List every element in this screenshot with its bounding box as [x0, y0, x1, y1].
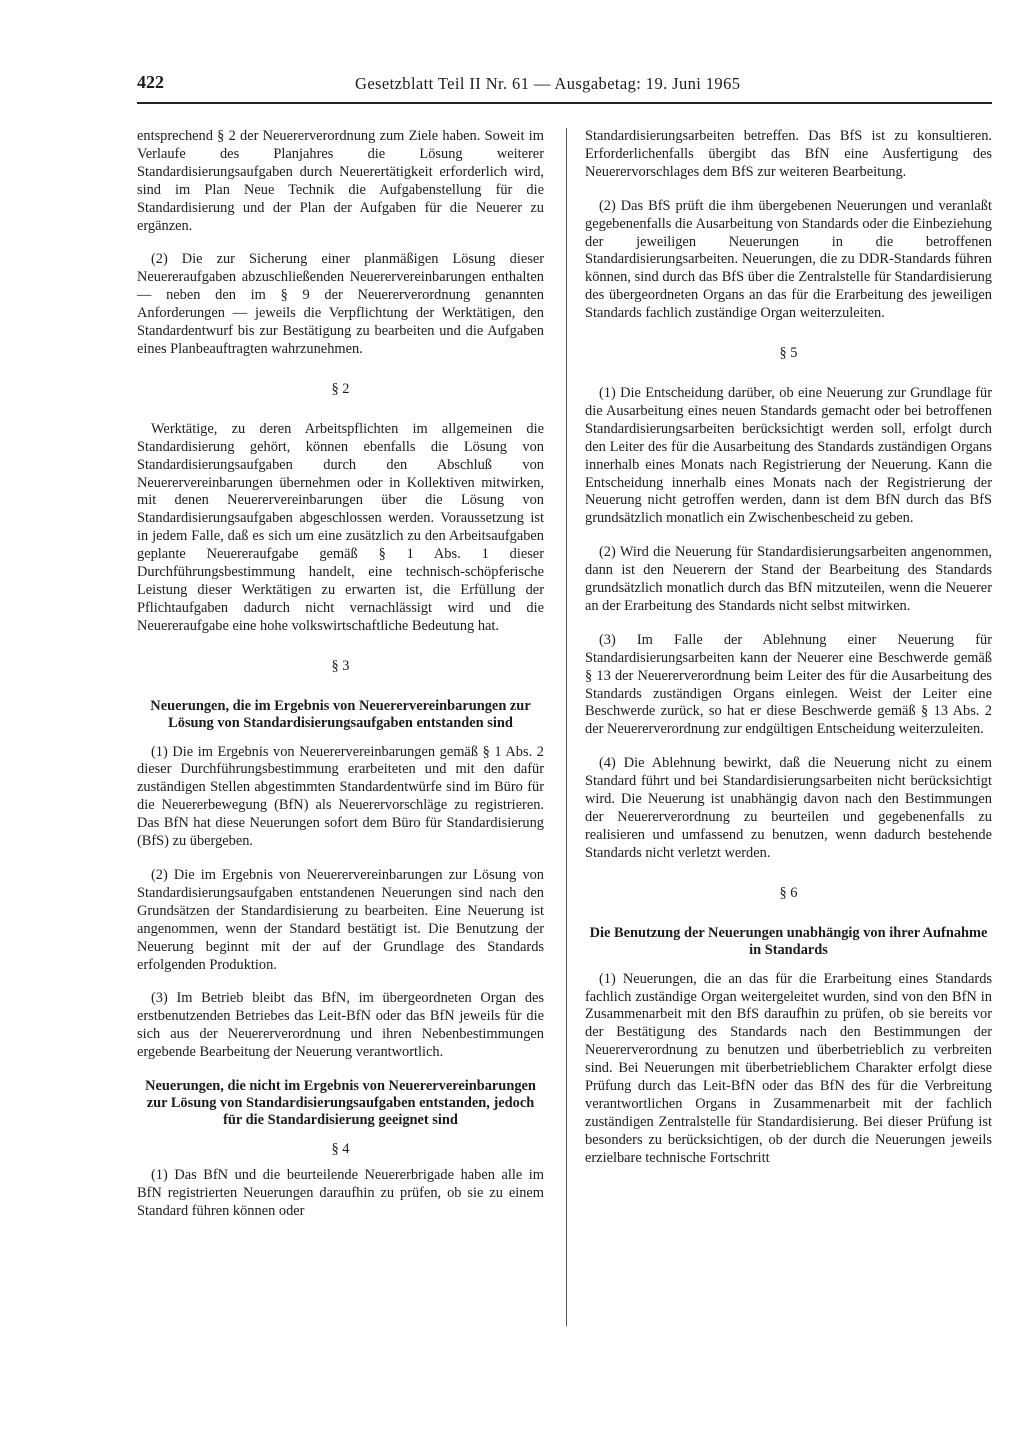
section-heading: Die Benutzung der Neuerungen unabhängig von ihrer Aufnahme in Standards [589, 924, 988, 958]
paragraph: (4) Die Ablehnung bewirkt, daß die Neuerung nicht zu einem Standard führt und bei Standardisierungsarbeiten nicht berücksichtigt wird. Die Neuerung ist unabhängig davon nach den Bestimmungen der Neuererverordnung zu beurteilen und gegebenenfalls zu realisieren und umfassend zu benutzen, wenn dadurch bestehende Standards nicht verletzt werden. [585, 755, 992, 861]
paragraph: (1) Die im Ergebnis von Neuerervereinbarungen gemäß § 1 Abs. 2 dieser Durchführungsbestimmung erarbeiteten und mit den dafür zuständigen Stellen abgestimmten Standardentwürfe sind im Büro für die Neuererbewegung (BfN) als Neuerervorschläge zu registrieren. Das BfN hat diese Neuerungen sofort dem Büro für Standardisierung (BfS) zu übergeben. [137, 743, 544, 850]
journal-title: Gesetzblatt Teil II Nr. 61 — Ausgabetag: 19. Juni 1965 [355, 74, 741, 93]
paragraph: (3) Im Betrieb bleibt das BfN, im übergeordneten Organ des erstbenutzenden Betriebes das Leit-BfN oder das BfN jeweils für die sich aus der Neuererverordnung und ihren Nebenbestimmungen ergebende Bearbeitung der Neuerung verantwortlich. [137, 990, 544, 1061]
paragraph: (1) Die Entscheidung darüber, ob eine Neuerung zur Grundlage für die Ausarbeitung eines neuen Standards gemacht oder bei betroffenen Standardisierungsarbeiten berücksichtigt werden soll, erfolgt durch den Leiter des für die Ausarbeitung des Standards zuständigen Organs innerhalb eines Monats nach Registrierung der Neuerung. Kann die Entscheidung innerhalb eines Monats nach der Registrierung der Neuerung nicht getroffen werden, dann ist dem BfN durch das BfS grundsätzlich monatlich ein Zwischenbescheid zu geben. [585, 384, 992, 527]
section-number: § 6 [779, 884, 798, 901]
paragraph: (2) Wird die Neuerung für Standardisierungsarbeiten angenommen, dann ist den Neuerern der Stand der Bearbeitung des Standards grundsätzlich monatlich durch das BfN mitzuteilen, wenn die Neuerer an der Erarbeitung des Standards nicht selbst mitwirken. [585, 544, 992, 614]
paragraph: (2) Die zur Sicherung einer planmäßigen Lösung dieser Neuereraufgaben abzuschließenden Neuerervereinbarungen enthalten — neben den im § 9 der Neuererverordnung genannten Anforderungen — jeweils die Verpflichtung der Werktätigen, den Standardentwurf bis zur Bestätigung zu bearbeiten und die Aufgaben eines Planbeauftragten wahrzunehmen. [137, 251, 544, 357]
paragraph: (2) Das BfS prüft die ihm übergebenen Neuerungen und veranlaßt gegebenenfalls die Ausarbeitung von Standards oder die Einbeziehung der jeweiligen Neuerungen in die betroffenen Standardisierungsarbeiten. Neuerungen, die zu DDR-Standards führen können, sind durch das BfS über die Zentralstelle für Standardisierung des übergeordneten Organs an das für die Erarbeitung des jeweiligen Standards fachlich zuständige Organ weiterzuleiten. [585, 197, 992, 322]
section-number: § 3 [331, 657, 350, 674]
section-heading: Neuerungen, die nicht im Ergebnis von Neuerervereinbarungen zur Lösung von Standardisierungsaufgaben entstanden, jedoch für die Standardisierung geeignet sind [145, 1078, 536, 1129]
right-column [585, 128, 992, 1184]
paragraph: entsprechend § 2 der Neuererverordnung zum Ziele haben. Soweit im Verlaufe des Planjahres die Lösung weiterer Standardisierungsaufgaben durch Neuerertätigkeit erforderlich wird, sind im Plan Neue Technik die Aufgabenstellung für die Standardisierung und der Plan der Aufgaben für die Neuerer zu ergänzen. [137, 128, 544, 234]
paragraph: Standardisierungsarbeiten betreffen. Das BfS ist zu konsultieren. Erforderlichenfalls übergibt das BfN eine Ausfertigung des Neuerervorschlages dem BfS zur weiteren Bearbeitung. [585, 128, 992, 180]
left-column [137, 128, 544, 1237]
section-heading: Neuerungen, die im Ergebnis von Neuerervereinbarungen zur Lösung von Standardisierungsaufgaben entstanden sind [150, 697, 531, 731]
paragraph: (3) Im Falle der Ablehnung einer Neuerung für Standardisierungsarbeiten kann der Neuerer eine Beschwerde gemäß § 13 der Neuererverordnung beim Leiter des für die Ausarbeitung des Standards zuständigen Organs einlegen. Weist der Leiter eine Beschwerde zurück, so hat er diese Beschwerde gemäß § 13 Abs. 2 der Neuererverordnung zur endgültigen Entscheidung weiterzuleiten. [585, 631, 992, 738]
page-number: 422 [137, 72, 164, 92]
paragraph: (2) Die im Ergebnis von Neuerervereinbarungen zur Lösung von Standardisierungsaufgaben entstandenen Neuerungen sind nach den Grundsätzen der Standardisierung zu bearbeiten. Eine Neuerung ist angenommen, wenn der Standard bestätigt ist. Die Benutzung der Neuerung beginnt mit der auf der Grundlage des Standards erfolgenden Produktion. [137, 867, 544, 973]
section-number: § 4 [331, 1141, 350, 1158]
section-number: § 2 [331, 380, 350, 397]
column-divider [566, 128, 567, 1326]
paragraph: Werktätige, zu deren Arbeitspflichten im allgemeinen die Standardisierung gehört, können ebenfalls die Lösung von Standardisierungsaufgaben durch den Abschluß von Neuerervereinbarungen übernehmen oder in Kollektiven mitwirken, mit denen Neuerervereinbarungen über die Lösung von Standardisierungsaufgaben abgeschlossen werden. Voraussetzung ist in jedem Falle, daß es sich um eine zusätzlich zu den Arbeitsaufgaben geplante Neuereraufgabe gemäß § 1 Abs. 1 dieser Durchführungsbestimmung handelt, eine technisch-schöpferische Leistung dieser Werktätigen zu erwarten ist, die Erfüllung der Pflichtaufgaben dadurch nicht vernachlässigt wird und die Neuereraufgabe eine hohe volkswirtschaftliche Bedeutung hat. [137, 420, 544, 634]
section-number: § 5 [779, 345, 798, 362]
paragraph: (1) Das BfN und die beurteilende Neuererbrigade haben alle im BfN registrierten Neuerungen daraufhin zu prüfen, ob sie zu einem Standard führen können oder [137, 1166, 544, 1219]
page-header [137, 70, 992, 104]
paragraph: (1) Neuerungen, die an das für die Erarbeitung eines Standards fachlich zuständige Organ weitergeleitet wurden, sind von den BfN in Zusammenarbeit mit den BfS daraufhin zu prüfen, ob sie bereits vor der Bestätigung des Standards nach den Bestimmungen der Neuererverordnung zu benutzen und überbetrieblich zu verbreiten sind. Bei Neuerungen mit überbetrieblichem Charakter erfolgt diese Prüfung durch das Leit-BfN oder das BfN des für die Verbreitung verantwortlichen Organs in Zusammenarbeit mit der fachlich zuständigen Zentralstelle für Standardisierung. Bei dieser Prüfung ist besonders zu berücksichtigen, ob der durch die Neuerungen jeweils erzielbare technische Fortschritt [585, 970, 992, 1166]
